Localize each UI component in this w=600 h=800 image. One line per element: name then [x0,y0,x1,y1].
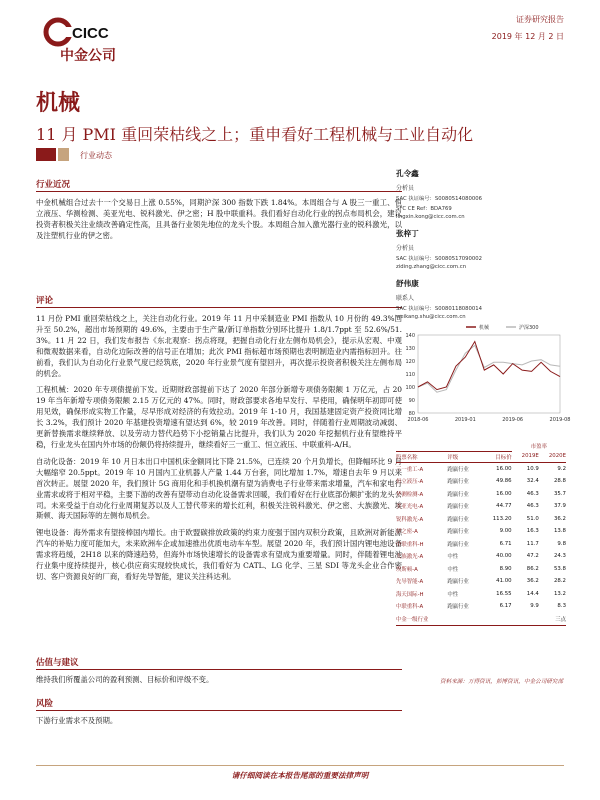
analyst-block [396,278,566,320]
stock-rating: 跑赢行业 [447,529,469,536]
plot-area [418,335,560,413]
comment-paragraph-construction: 工程机械：2020 年专项债提前下发。近期财政部提前下达了 2020 年部分新增专项债务限额 1 万亿元，占 2019 年当年新增专项债务限额 2.15 万亿元的 47%。同时，财政部要求各地早发行、早使用，确保明年初即可使用见效，确保形成实物工作量，尽早形成对经济的有效拉动。2019 年 1-10 月，我国基建固定资产投资同比增长 3.2%，我们预计 2020 年基建投资增速有望达到 6%，较 2019 年改善。同时，伴随着行业周期波动减弱、更新替换需求继续释放、以及劳动力替代趋势下小挖销量占比提升，我们认为 2020 年挖掘机行业有望维持平稳，行业龙头在国内外市场的份额仍将持续提升，继续看好三一重工、恒立液压、中联重科-A/H。 [36,385,402,449]
table-header-rating: 评级 [447,451,481,462]
series-line-csi300 [418,345,560,392]
section-title: 行业近况 [36,178,402,192]
y-tick-label: 110 [405,372,415,378]
table-header-row [396,451,566,462]
title-marker-dark [36,148,56,161]
report-type: 证券研究报告 [516,15,564,24]
pe-2020e: 28.2 [553,578,566,585]
target-price: 16.00 [496,465,512,472]
cicc-logo [36,10,126,70]
pe-2020e: 35.7 [553,490,566,497]
table-row [396,462,566,475]
pe-2019e: 46.3 [526,490,539,497]
target-price: 16.00 [496,490,512,497]
section-body: 维持我们所覆盖公司的盈利预测、目标价和评级不变。 [36,675,214,684]
pe-2020e: 三点 [539,613,566,626]
title-marker-light [58,148,69,161]
y-tick-label: 80 [408,411,415,417]
table-row [396,563,566,576]
stock-name: 华测检测-A [396,491,424,498]
pe-2019e: 86.2 [526,565,539,572]
table-row [396,488,566,501]
table-row [396,525,566,538]
pe-2020e: 8.3 [557,603,566,610]
table-header-target: 目标价 [482,451,512,462]
analyst-license: SAC 执证编号：S0080118080014 [396,306,483,312]
table-row [396,538,566,551]
pe-2019e: 16.3 [526,528,539,535]
y-tick-label: 90 [408,398,415,404]
comment-paragraph-automation: 自动化设备：2019 年 10 月日本出口中国机床金额同比下降 21.5%，已连续 20 个月负增长，但降幅环比 9 月大幅缩窄 20.5ppt。2019 年 10 月国内工业机器人产量 1.44 万台套，同比增加 1.7%，增速自去年 9 月以来首次转正。展望 2020 年，我们预计 5G 商用化和手机换机潮有望为消费电子行业带来需求增量，汽车和家电行业需求或将于相对平稳，主要下游的改善有望带动自动化设备需求回暖，我们看好在行业底部份额扩张的龙头公司。未来受益于自动化行业周期复苏以及人工替代带来的增长红利，积极关注锐科激光、伊之密、大族激光、埃斯顿、海天国际等的左侧布局机会。 [36,456,402,521]
analyst-role: 联系人 [396,295,415,302]
report-headline: 11 月 PMI 重回荣枯线之上；重申看好工程机械与工业自动化 [36,125,474,144]
table-row [396,600,566,613]
analyst-email[interactable]: lingxin.kong@cicc.com.cn [396,214,465,220]
target-price: 6.71 [499,540,512,547]
x-tick-label: 2019-01 [454,417,476,423]
y-tick-label: 140 [405,333,415,339]
pe-2019e: 47.2 [526,553,539,560]
pe-2019e: 32.4 [526,478,539,485]
stock-name: 大族激光-A [396,554,424,561]
cicc-logo-mark [36,10,126,70]
stock-rating: 跑赢行业 [447,491,469,498]
pe-2019e [512,613,539,626]
stock-table [396,441,566,626]
stock-name: 海天国际-H [396,591,424,598]
section-title: 评论 [36,294,402,308]
pe-2020e: 13.8 [553,528,566,535]
footer-divider [36,765,564,766]
section-valuation [36,656,402,686]
pe-2020e: 9.2 [557,465,566,472]
table-header-2019e: 2019E [512,451,539,462]
target-price: 8.90 [499,565,512,572]
analyst-role: 分析员 [396,245,415,252]
pe-2020e: 9.8 [557,540,566,547]
analyst-name: 张梓丁 [396,229,419,238]
stock-name: 三一重工-A [396,466,424,473]
source-note: 资料来源：万得资讯，彭博资讯，中金公司研究部 [440,679,564,685]
y-tick-label: 100 [405,385,415,391]
stock-name: 恒立液压-A [396,479,424,486]
comment-paragraph-lithium: 锂电设备：海外需求有望接棒国内增长。由于欧盟碳排放政策的约束力度强于国内双积分政策，且欧洲对新能源汽车的补贴力度可能加大，未来欧洲车企或加速推出优质电动车车型。展望 2020 年，我们预计国内锂电池设备需求将趋缓，2H18 以来的降速趋势，但海外市场快速增长的设备需求有望成为重要增量。同时，伴随着锂电池行业集中度持续提升，核心供应商实现较快成长，我们看好为 CATL、LG 化学、三星 SDI 等龙头企业合作密切、客户资源良好的厂商，看好先导智能，建议关注科达利。 [36,528,402,581]
analyst-email[interactable]: weikang.shu@cicc.com.cn [396,314,466,320]
analyst-name: 孔令鑫 [396,169,419,178]
table-row [396,588,566,601]
section-title: 估值与建议 [36,656,402,670]
stock-rating: 中性 [447,554,459,561]
table-header-2020e: 2020E [539,451,566,462]
pe-2020e: 13.2 [553,590,566,597]
y-tick-label: 120 [405,359,415,365]
stock-rating: 跑赢行业 [447,466,469,473]
pe-2019e: 11.7 [526,540,539,547]
target-price: 6.17 [499,603,512,610]
analyst-name: 舒伟康 [396,279,419,288]
stock-rating: 跑赢行业 [447,579,469,586]
section-risk [36,697,402,727]
target-price: 40.00 [496,553,512,560]
stock-rating: 跑赢行业 [447,479,469,486]
stock-rating: 跑赢行业 [447,504,469,511]
pe-2019e: 10.9 [526,465,539,472]
analyst-block [396,168,566,220]
target-price: 41.00 [496,578,512,585]
target-price: 44.77 [496,503,512,510]
report-date: 2019 年 12 月 2 日 [491,32,564,41]
target-price: 9.00 [499,528,512,535]
pe-2019e: 36.2 [526,578,539,585]
stock-rating: 中性 [447,591,459,598]
pe-2020e: 36.2 [553,515,566,522]
stock-name: 伊之密-A [396,529,418,536]
pe-2020e: 24.3 [553,553,566,560]
logo-en: CICC [72,25,109,42]
performance-chart [396,321,571,431]
section-body: 下游行业需求不及预期。 [36,716,118,725]
pe-2019e: 14.4 [526,590,539,597]
stock-name: 中联重科-A [396,604,424,611]
analyst-role: 分析员 [396,185,415,192]
stock-rating: 跑赢行业 [447,541,469,548]
logo-cn: 中金公司 [60,48,116,64]
x-tick-label: 2018-06 [407,417,429,423]
report-tag: 行业动态 [80,151,112,160]
legend-label: 机械 [479,325,490,331]
comment-paragraph-pmi: 11 月份 PMI 重回荣枯线之上，关注自动化行业。2019 年 11 月中采制造业 PMI 指数从 10 月份的 49.3%回升至 50.2%，超出市场预期的 49.6%，主要由于生产量/新订单指数分别环比提升 1.8/1.7ppt 至 52.6%/51.3%。11 月 22 日，我们发布报告《东北观察：拐点将现，把握自动化行业左侧布局机会》，提示从宏观、中观和微观数据来看，自动化边际改善的信号正在增加；此次 PMI 指标超市场预期也表明制造业内需指标回升。往前看，我们认为自动化行业景气度已经筑底，2020 年行业景气度有望回升，再次提示投资者积极关注左侧布局的机会。 [36,314,402,378]
table-row [396,575,566,588]
section-industry-update [36,178,402,242]
section-comment [36,294,402,583]
pe-2019e: 9.9 [530,603,539,610]
target-price [482,613,512,626]
table-subheader-row [396,441,566,451]
target-price: 113.20 [492,515,512,522]
section-body: 中金机械组合过去十一个交易日上涨 0.55%，同期沪深 300 指数下跌 1.84%。本周组合与 A 股三一重工、恒立液压、华测检测、美亚光电、锐科激光、伊之密；H 股中联重科。我们看好自动化行业的拐点布局机会，建议投资者积极关注业绩改善确定性高，且具备行业领先地位的龙头个股。本周组合加入激光器行业的锐科激光，以及注塑机行业的伊之密。 [36,198,402,240]
stock-name: 埃斯顿-A [396,566,418,573]
table-row [396,475,566,488]
stock-name: 中金一级行业 [396,613,447,626]
stock-rating [447,613,481,626]
chart-svg [396,321,571,431]
stock-name: 美亚光电-A [396,504,424,511]
pe-2019e: 46.3 [526,503,539,510]
target-price: 16.55 [496,590,512,597]
legal-disclaimer: 请仔细阅读在本报告尾部的重要法律声明 [231,771,369,780]
legend-label: 沪深300 [519,325,539,331]
analyst-ce-ref: SFC CE Ref：BDA769 [396,206,452,212]
analyst-email[interactable]: ziding.zhang@cicc.com.cn [396,264,467,270]
stock-name: 锐科激光-A [396,516,424,523]
table-row [396,613,566,626]
analyst-block [396,228,566,270]
stock-rating: 跑赢行业 [447,516,469,523]
stock-rating: 跑赢行业 [447,604,469,611]
stock-name: 先导智能-A [396,579,424,586]
pe-2019e: 51.0 [526,515,539,522]
y-tick-label: 130 [405,346,415,352]
x-tick-label: 2019-06 [502,417,524,423]
series-line-machinery [418,342,560,390]
table-row [396,550,566,563]
target-price: 49.86 [496,478,512,485]
table-row [396,513,566,526]
pe-2020e: 53.8 [553,565,566,572]
analyst-panel [396,160,566,320]
table-row [396,500,566,513]
analyst-license: SAC 执证编号：S0080517090002 [396,256,483,262]
stock-rating: 中性 [447,566,459,573]
sector-title: 机械 [36,90,81,116]
table-subheader: 市盈率 [530,444,547,450]
x-tick-label: 2019-08 [549,417,571,423]
analyst-license: SAC 执证编号：S0080514080006 [396,196,483,202]
table-header-name: 股票名称 [396,451,447,462]
stock-name: 中联重科-H [396,541,424,548]
pe-2020e: 28.8 [553,478,566,485]
pe-2020e: 37.9 [553,503,566,510]
section-title: 风险 [36,697,402,711]
